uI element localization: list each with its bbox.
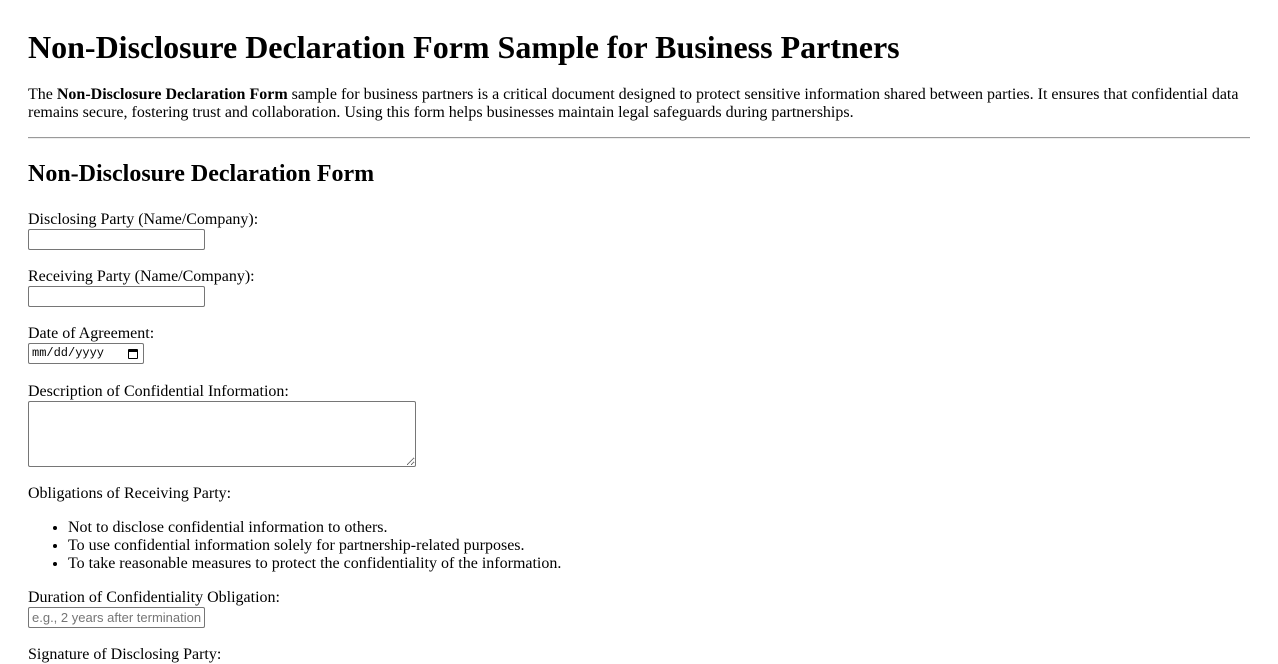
calendar-icon[interactable] [128,349,138,359]
description-textarea[interactable] [28,401,416,467]
intro-paragraph [28,86,1250,122]
intro-bold-term: Non-Disclosure Declaration Form [56,86,288,103]
list-item: • To take reasonable measures to protect the confidentiality of the information. [68,555,1250,573]
date-of-agreement-field [28,325,1250,364]
disclosing-party-label: Disclosing Party (Name/Company): [28,211,259,228]
date-of-agreement-label: Date of Agreement: [28,325,155,342]
list-item: • To use confidential information solely for partnership-related purposes. [68,537,1250,555]
duration-label: Duration of Confidentiality Obligation: [28,589,280,606]
list-item: • Not to disclose confidential information to others. [68,519,1250,537]
duration-input[interactable] [28,607,205,628]
intro-suffix: sample for business partners is a critical document designed to protect sensitive information shared between parties. It ensures that confidential data remains secure, fostering trust and collaboration. Using this form helps businesses maintain legal safeguards during partnerships. [28,86,1239,121]
obligations-list [28,519,1250,573]
page-title: Non-Disclosure Declaration Form Sample for Business Partners [28,29,900,65]
signature-disclosing-field [28,646,1250,664]
description-label: Description of Confidential Information: [28,383,289,400]
disclosing-party-field [28,211,1250,250]
form-heading: Non-Disclosure Declaration Form [28,161,375,187]
intro-prefix: The [28,86,57,103]
date-placeholder: mm/dd/yyyy [32,346,105,360]
signature-disclosing-label: Signature of Disclosing Party: [28,646,222,663]
duration-field [28,589,1250,628]
date-of-agreement-input[interactable] [28,343,144,364]
receiving-party-field [28,268,1250,307]
section-divider [28,137,1250,139]
receiving-party-label: Receiving Party (Name/Company): [28,268,255,285]
obligations-field [28,485,1250,573]
description-field [28,383,1250,467]
document-page [28,0,1250,664]
obligations-label: Obligations of Receiving Party: [28,485,232,502]
receiving-party-input[interactable] [28,286,205,307]
disclosing-party-input[interactable] [28,229,205,250]
